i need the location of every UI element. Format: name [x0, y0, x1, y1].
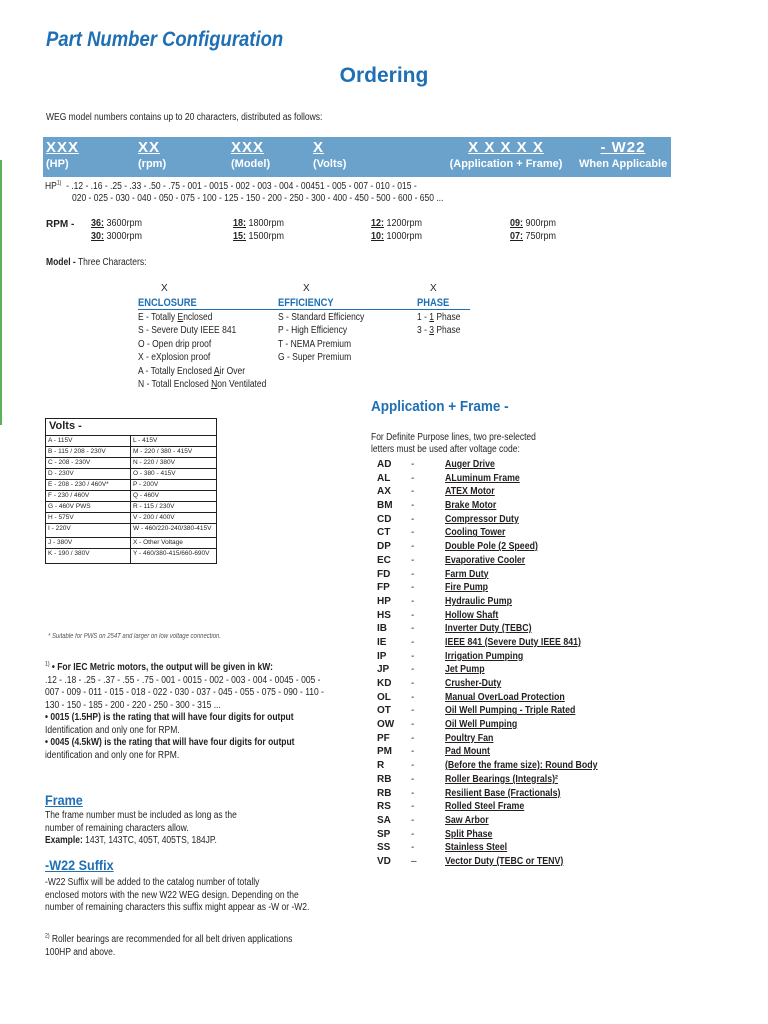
application-code: IP [377, 650, 387, 662]
efficiency-heading: EFFICIENCY [278, 297, 334, 309]
application-code: CD [377, 513, 392, 525]
w22-heading: -W22 Suffix [45, 857, 114, 873]
application-description: Manual OverLoad Protection [445, 691, 565, 703]
table-row [46, 480, 216, 491]
application-description: Auger Drive [445, 459, 495, 470]
page-title: Part Number Configuration [46, 28, 284, 51]
model-number-banner [43, 137, 671, 177]
application-description: (Before the frame size): Round Body [445, 760, 598, 772]
phase-list [417, 311, 460, 338]
table-row [46, 458, 216, 469]
separator-dash: - [411, 636, 415, 648]
volts-footnote: * Suitable for PWS on 254T and larger on low voltage connection. [48, 633, 221, 640]
application-code: PF [377, 732, 390, 744]
application-description: Pad Mount [445, 746, 490, 758]
table-cell: G - 460V PWS [46, 502, 131, 512]
separator-dash: - [411, 472, 415, 484]
hp-line-1: HP$^{1)}$ - .12 - .16 - .25 - .33 - .50 - .75 - 001 - 0015 - 002 - 003 - 004 - 00451 - 005 - 007 - 010 - 015 - [45, 180, 417, 192]
table-cell: Q - 460V [133, 492, 160, 499]
table-row [46, 469, 216, 480]
list-item: G - Super Premium [278, 352, 352, 364]
separator-dash: - [411, 828, 415, 840]
application-description: Resilient Base (Fractionals) [445, 787, 561, 799]
rpm-item: 30: 3000rpm [91, 231, 143, 242]
application-code: DP [377, 541, 391, 553]
application-description: Hollow Shaft [445, 609, 499, 621]
separator-dash: - [411, 664, 415, 676]
separator-dash: - [411, 554, 415, 566]
application-description: Crusher-Duty [445, 678, 502, 689]
application-code: BM [377, 500, 393, 512]
table-cell: E - 208 - 230 / 460V* [46, 480, 131, 490]
application-code: CT [377, 527, 391, 539]
table-cell: O - 380 - 415V [133, 470, 176, 477]
list-item: T - NEMA Premium [278, 338, 352, 350]
application-code: IB [377, 623, 387, 635]
application-intro: For Definite Purpose lines, two pre-selected letters must be used after voltage code: [371, 432, 536, 455]
application-code: AL [377, 472, 391, 484]
model-label: Model - Three Characters: [46, 257, 147, 268]
separator-dash: - [411, 678, 415, 689]
separator-dash: - [411, 705, 415, 717]
banner-w22: - W22 When Applicable [579, 139, 668, 170]
rpm-item: 07: 750rpm [510, 231, 557, 242]
banner-volts: X (Volts) [313, 139, 347, 170]
application-description: ATEX Motor [445, 486, 495, 498]
frame-heading: Frame [45, 792, 83, 808]
application-description: Vector Duty (TEBC or TENV) [445, 855, 564, 867]
table-cell: N - 220 / 380V [133, 459, 175, 466]
separator-dash: - [411, 760, 415, 772]
separator-dash: - [411, 582, 415, 594]
volts-heading: Volts - [46, 419, 216, 436]
separator-dash: - [411, 541, 415, 553]
table-row [46, 549, 216, 563]
table-row [46, 513, 216, 524]
rpm-item: 18: 1800rpm [233, 218, 285, 229]
w22-body: -W22 Suffix will be added to the catalog number of totally enclosed motors with the new W22 WEG design. Depending on the number of remaining characters this suffix might appear as -W or -W2. [45, 877, 310, 913]
application-description: Compressor Duty [445, 513, 519, 525]
application-description: Inverter Duty (TEBC) [445, 623, 532, 635]
page-edge-bar [0, 160, 2, 425]
application-description: Farm Duty [445, 568, 489, 580]
rpm-item: 12: 1200rpm [371, 218, 423, 229]
table-cell: V - 200 / 400V [133, 514, 175, 521]
application-description: ALuminum Frame [445, 472, 520, 484]
list-item: 1 - 1 Phase [417, 312, 461, 323]
application-code: KD [377, 678, 392, 689]
table-row [46, 524, 216, 538]
table-cell: Y - 460/380-415/660-690V [133, 550, 210, 557]
list-item: S - Standard Efficiency [278, 312, 365, 323]
application-code: AD [377, 459, 392, 470]
list-item: E - Totally Enclosed [138, 312, 213, 323]
banner-application: X X X X X (Application + Frame) [449, 139, 563, 170]
application-code: OT [377, 705, 391, 717]
separator-dash: - [411, 459, 415, 470]
application-description: Irrigation Pumping [445, 650, 524, 662]
application-code: FD [377, 568, 391, 580]
application-code: PM [377, 746, 392, 758]
list-item: P - High Efficiency [278, 325, 348, 337]
separator-dash: - [411, 719, 415, 731]
table-cell: W - 460/220-240/380-415V [133, 525, 212, 532]
table-cell: C - 208 - 230V [46, 458, 131, 468]
efficiency-list [278, 311, 364, 365]
application-code: RS [377, 801, 391, 813]
application-description: Rolled Steel Frame [445, 801, 525, 813]
enclosure-list [138, 311, 266, 391]
application-code: OL [377, 691, 391, 703]
table-cell: A - 115V [46, 436, 131, 446]
application-description: Saw Arbor [445, 814, 489, 826]
list-item: X - eXplosion proof [138, 352, 211, 364]
separator-dash: - [411, 568, 415, 580]
list-item: O - Open drip proof [138, 338, 212, 350]
rpm-item: 09: 900rpm [510, 218, 557, 229]
table-cell: B - 115 / 208 - 230V [46, 447, 131, 457]
separator-dash: - [411, 842, 415, 854]
application-code: FP [377, 582, 390, 594]
table-cell: I - 220V [46, 524, 131, 537]
separator-dash: - [411, 486, 415, 498]
separator-dash: - [411, 513, 415, 525]
table-row [46, 447, 216, 458]
application-description: Roller Bearings (Integrals)² [445, 773, 558, 785]
application-description: Hydraulic Pump [445, 595, 513, 607]
separator-dash: - [411, 500, 415, 512]
application-description: Oil Well Pumping - Triple Rated [445, 705, 576, 717]
list-item: S - Severe Duty IEEE 841 [138, 325, 237, 337]
roller-bearing-footnote: $^{2)}$ Roller bearings are recommended for all belt driven applications 100HP and above. [45, 933, 293, 958]
table-cell: X - Other Voltage [133, 539, 183, 546]
table-cell: H - 575V [46, 513, 131, 523]
application-description: Poultry Fan [445, 732, 494, 744]
application-code: IE [377, 636, 387, 648]
application-description: Brake Motor [445, 500, 497, 512]
application-code: EC [377, 554, 391, 566]
table-cell: F - 230 / 460V [46, 491, 131, 501]
rpm-label: RPM - [46, 219, 75, 230]
ordering-heading: Ordering [339, 64, 429, 87]
separator-dash: - [411, 623, 415, 635]
application-code: SP [377, 828, 391, 840]
table-cell: P - 200V [133, 481, 159, 488]
application-code: RB [377, 787, 392, 799]
application-description: Evaporative Cooler [445, 554, 526, 566]
application-code: SS [377, 842, 391, 854]
application-description: Double Pole (2 Speed) [445, 541, 538, 553]
table-row [46, 491, 216, 502]
rpm-item: 15: 1500rpm [233, 231, 285, 242]
table-row [46, 538, 216, 549]
application-code: HS [377, 609, 391, 621]
separator-dash: - [411, 691, 415, 703]
application-description: Cooling Tower [445, 527, 506, 539]
table-row [46, 502, 216, 513]
frame-body: The frame number must be included as long as the number of remaining characters allow. Example: 143T, 143TC, 405T, 405TS, 184JP. [45, 810, 237, 846]
table-cell: R - 115 / 230V [133, 503, 175, 510]
application-code: HP [377, 595, 391, 607]
application-code: RB [377, 773, 392, 785]
intro-text: WEG model numbers contains up to 20 characters, distributed as follows: [46, 112, 323, 123]
separator-dash: - [411, 595, 415, 607]
banner-hp: XXX (HP) [46, 139, 80, 170]
volts-table [45, 418, 217, 564]
model-x: X [303, 283, 310, 294]
rpm-item: 36: 3600rpm [91, 218, 143, 229]
application-description: Stainless Steel [445, 842, 508, 854]
hp-line-2: 020 - 025 - 030 - 040 - 050 - 075 - 100 - 125 - 150 - 200 - 250 - 300 - 400 - 450 - 500 - 600 - 650 ... [72, 193, 444, 204]
separator-dash: - [411, 609, 415, 621]
application-description: Fire Pump [445, 582, 489, 594]
separator-dash: - [411, 814, 415, 826]
list-item: 3 - 3 Phase [417, 325, 461, 337]
separator-dash: - [411, 746, 415, 758]
phase-heading: PHASE [417, 297, 450, 309]
table-row [46, 436, 216, 447]
application-description: Oil Well Pumping [445, 719, 518, 731]
list-item: N - Totall Enclosed Non Ventilated [138, 379, 267, 391]
banner-rpm: XX (rpm) [138, 139, 167, 170]
application-code: JP [377, 664, 390, 676]
separator-dash: - [411, 787, 415, 799]
model-x: X [430, 283, 437, 294]
application-code: AX [377, 486, 391, 498]
table-cell: D - 230V [46, 469, 131, 479]
separator-dash: - [411, 773, 415, 785]
list-item: A - Totally Enclosed Air Over [138, 365, 246, 377]
enclosure-heading: ENCLOSURE [138, 297, 197, 309]
banner-model: XXX (Model) [231, 139, 271, 170]
application-description: IEEE 841 (Severe Duty IEEE 841) [445, 636, 581, 648]
separator-dash: – [411, 855, 417, 867]
separator-dash: - [411, 527, 415, 539]
table-cell: L - 415V [133, 437, 158, 444]
table-cell: J - 380V [46, 538, 131, 548]
application-description: Jet Pump [445, 664, 485, 676]
separator-dash: - [411, 650, 415, 662]
separator-dash: - [411, 732, 415, 744]
table-cell: K - 190 / 380V [46, 549, 131, 563]
model-x: X [161, 283, 168, 294]
application-description: Split Phase [445, 828, 493, 840]
separator-dash: - [411, 801, 415, 813]
application-code: SA [377, 814, 391, 826]
application-code: OW [377, 719, 395, 731]
table-cell: M - 220 / 380 - 415V [133, 448, 193, 455]
rpm-item: 10: 1000rpm [371, 231, 423, 242]
application-frame-heading: Application + Frame - [371, 398, 509, 415]
application-code: VD [377, 855, 391, 867]
model-divider [138, 309, 470, 310]
application-code: R [377, 760, 385, 772]
iec-note: $^{1)}$ • For IEC Metric motors, the output will be given in kW: .12 - .18 - .25 - .37 - .55 - .75 - 001 - 0015 - 002 - 003 - 004 - 0045 - 005 - 007 - 009 - 011 - 015 - 018 - 022 - 030 - 037 - 045 - 055 - 075 - 090 - 110 - 130 - 150 - 185 - 200 - 220 - 250 - 300 - 315 ... • 0015 (1.5HP) is the rating that will have four digits for output Identification and only one for RPM. • 0045 (4.5kW) is the rating that will have four digits for output identification and only one for RPM. [45, 661, 324, 761]
